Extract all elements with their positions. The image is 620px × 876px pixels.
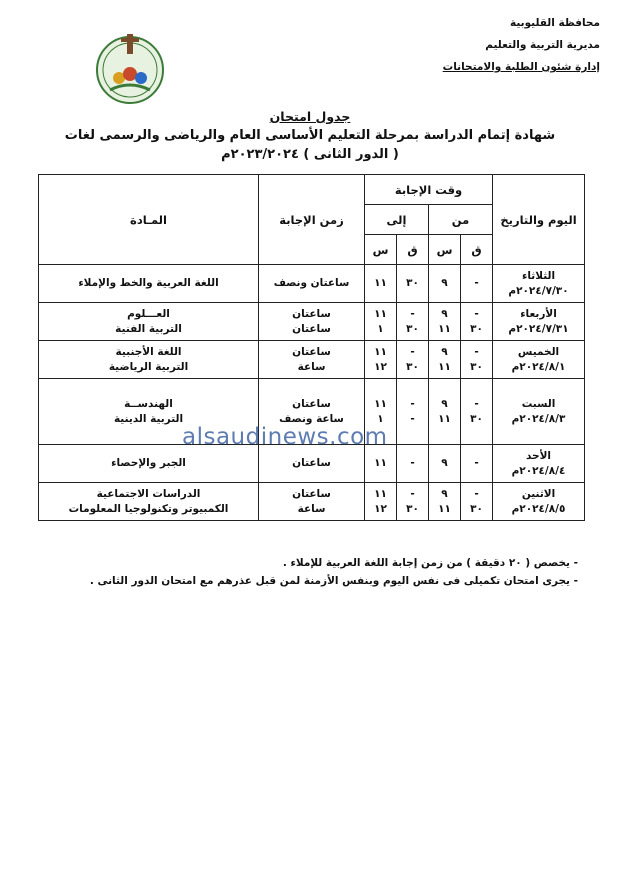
day-date-cell	[493, 341, 585, 379]
duration-cell	[259, 445, 365, 483]
from-minute-cell-line: -	[474, 457, 479, 469]
to-hour-cell-line: ١١	[374, 457, 387, 469]
to-minute-cell-line: ٣٠	[406, 360, 419, 373]
to-minute-cell-line: ٣٠	[406, 277, 419, 289]
from-hour-cell-line: ٩	[441, 397, 448, 410]
day-date-cell	[493, 303, 585, 341]
to-minute-cell-line: -	[410, 345, 415, 358]
note-dictation: - يخصص ( ٢٠ دقيقة ) من زمن إجابة اللغة العربية للإملاء .	[282, 557, 578, 569]
subject-cell	[39, 341, 259, 379]
day-date-cell	[493, 445, 585, 483]
from-minute-cell	[461, 341, 493, 379]
to-minute-cell	[397, 265, 429, 303]
from-hour-cell-line: ٩	[441, 277, 448, 289]
from-hour-cell	[429, 341, 461, 379]
from-hour-cell	[429, 483, 461, 521]
table-row	[39, 379, 585, 445]
notes-block	[38, 554, 578, 590]
duration-cell-line: ساعتان	[292, 307, 331, 320]
header-to: إلى	[365, 205, 429, 235]
duration-cell-line: ساعتان	[292, 487, 331, 500]
from-minute-cell-line: -	[474, 345, 479, 358]
day-label: الأربعاء	[520, 307, 557, 320]
duration-cell	[259, 379, 365, 445]
day-date-cell	[493, 265, 585, 303]
from-hour-cell-line: ٩	[441, 345, 448, 358]
day-date-cell	[493, 379, 585, 445]
to-hour-cell-line: ١١	[374, 277, 387, 289]
from-minute-cell-line: -	[474, 487, 479, 500]
subject-cell-line: اللغة الأجنبية	[115, 345, 182, 358]
to-hour-cell-line: ١١	[374, 307, 387, 320]
to-minute-cell	[397, 445, 429, 483]
subject-cell-line: التربية الفنية	[115, 322, 182, 335]
from-minute-cell-line: ٣٠	[470, 412, 483, 425]
to-minute-cell	[397, 303, 429, 341]
date-label: ٢٠٢٤/٨/١م	[511, 360, 566, 373]
from-hour-cell	[429, 379, 461, 445]
directorate-label: مديرية التربية والتعليم	[485, 39, 600, 51]
subject-cell	[39, 483, 259, 521]
header-to-minute: ق	[397, 235, 429, 265]
duration-cell-line: ساعتان ونصف	[273, 277, 350, 289]
to-hour-cell-line: ١٢	[374, 360, 387, 373]
subject-cell-line: اللغة العربية والخط والإملاء	[78, 277, 219, 289]
table-row	[39, 303, 585, 341]
to-minute-cell-line: ٣٠	[406, 322, 419, 335]
subject-cell	[39, 445, 259, 483]
from-minute-cell-line: ٣٠	[470, 360, 483, 373]
date-label: ٢٠٢٤/٧/٣١م	[508, 322, 569, 335]
header-block	[280, 12, 600, 78]
to-hour-cell	[365, 341, 397, 379]
duration-cell-line: ساعتان	[292, 322, 331, 335]
to-hour-cell-line: ١١	[374, 397, 387, 410]
day-label: الاثنين	[521, 487, 556, 500]
to-minute-cell	[397, 483, 429, 521]
to-hour-cell	[365, 379, 397, 445]
to-hour-cell	[365, 483, 397, 521]
exam-schedule-table	[38, 174, 585, 521]
from-hour-cell	[429, 265, 461, 303]
subject-cell-line: الجبر والإحصاء	[111, 457, 186, 469]
from-minute-cell-line: ٣٠	[470, 322, 483, 335]
duration-cell-line: ساعة ونصف	[279, 412, 344, 425]
to-hour-cell	[365, 445, 397, 483]
day-date-cell	[493, 483, 585, 521]
to-minute-cell-line: -	[410, 412, 415, 425]
from-minute-cell-line: -	[474, 277, 479, 289]
from-minute-cell-line: ٣٠	[470, 502, 483, 515]
from-minute-cell-line: -	[474, 307, 479, 320]
to-hour-cell	[365, 265, 397, 303]
department-label: إدارة شئون الطلبة والامتحانات	[442, 61, 600, 73]
governorate-label: محافظة القليوبية	[510, 17, 600, 29]
duration-cell	[259, 265, 365, 303]
from-minute-cell	[461, 265, 493, 303]
from-hour-cell-line: ١١	[438, 322, 451, 335]
to-hour-cell-line: ١١	[374, 345, 387, 358]
document-titles	[0, 108, 620, 164]
from-minute-cell-line: -	[474, 397, 479, 410]
header-from-hour: س	[429, 235, 461, 265]
to-minute-cell-line: -	[410, 397, 415, 410]
duration-cell-line: ساعتان	[292, 457, 331, 469]
note-supplementary: - يجرى امتحان تكميلى فى نفس اليوم وبنفس الأزمنة لمن قبل عذرهم مع امتحان الدور الثانى .	[89, 575, 578, 587]
date-label: ٢٠٢٤/٨/٥م	[511, 502, 566, 515]
to-minute-cell-line: -	[410, 457, 415, 469]
header-to-hour: س	[365, 235, 397, 265]
subject-cell-line: الهندســة	[124, 397, 173, 410]
to-hour-cell-line: ١١	[374, 487, 387, 500]
from-hour-cell	[429, 303, 461, 341]
duration-cell-line: ساعتان	[292, 345, 331, 358]
from-hour-cell-line: ١١	[438, 360, 451, 373]
subject-cell	[39, 303, 259, 341]
from-hour-cell-line: ٩	[441, 487, 448, 500]
from-minute-cell	[461, 379, 493, 445]
to-minute-cell-line: -	[410, 487, 415, 500]
from-hour-cell-line: ١١	[438, 502, 451, 515]
day-label: السبت	[521, 397, 556, 410]
header-day-date: اليوم والتاريخ	[493, 175, 585, 265]
table-row	[39, 265, 585, 303]
to-hour-cell-line: ١	[377, 412, 384, 425]
subject-cell-line: التربية الرياضية	[108, 360, 189, 373]
date-label: ٢٠٢٤/٨/٣م	[511, 412, 566, 425]
duration-cell	[259, 303, 365, 341]
subject-cell-line: التربية الدينية	[113, 412, 184, 425]
to-minute-cell-line: ٣٠	[406, 502, 419, 515]
from-hour-cell-line: ١١	[438, 412, 451, 425]
from-minute-cell	[461, 303, 493, 341]
certificate-title: شهادة إتمام الدراسة بمرحلة التعليم الأساسى العام والرياضى والرسمى لغات	[64, 128, 556, 143]
to-minute-cell-line: -	[410, 307, 415, 320]
from-minute-cell	[461, 483, 493, 521]
from-hour-cell-line: ٩	[441, 457, 448, 469]
from-minute-cell	[461, 445, 493, 483]
subject-cell	[39, 265, 259, 303]
table-row	[39, 341, 585, 379]
duration-cell-line: ساعتان	[292, 397, 331, 410]
to-minute-cell	[397, 341, 429, 379]
header-subject: المـادة	[39, 175, 259, 265]
to-minute-cell	[397, 379, 429, 445]
day-label: الأحد	[525, 449, 552, 462]
subject-cell	[39, 379, 259, 445]
header-from: من	[429, 205, 493, 235]
from-hour-cell	[429, 445, 461, 483]
site-watermark: alsaudinews.com	[182, 424, 388, 450]
to-hour-cell-line: ١٢	[374, 502, 387, 515]
header-from-minute: ق	[461, 235, 493, 265]
duration-cell-line: ساعة	[297, 502, 326, 515]
to-hour-cell-line: ١	[377, 322, 384, 335]
duration-cell-line: ساعة	[297, 360, 326, 373]
duration-cell	[259, 341, 365, 379]
header-duration: زمن الإجابة	[259, 175, 365, 265]
header-answer-time: وقت الإجابة	[365, 175, 493, 205]
round-title: ( الدور الثانى ) ٢٠٢٣/٢٠٢٤م	[221, 147, 399, 162]
subject-cell-line: العـــلوم	[127, 307, 170, 320]
schedule-title: جدول امتحان	[269, 109, 351, 124]
subject-cell-line: الكمبيوتر وتكنولوجيا المعلومات	[68, 502, 229, 515]
ministry-emblem-icon	[92, 30, 168, 106]
duration-cell	[259, 483, 365, 521]
day-label: الثلاثاء	[521, 269, 556, 282]
table-row	[39, 445, 585, 483]
date-label: ٢٠٢٤/٨/٤م	[511, 464, 566, 477]
to-hour-cell	[365, 303, 397, 341]
table-row	[39, 483, 585, 521]
subject-cell-line: الدراسات الاجتماعية	[96, 487, 201, 500]
date-label: ٢٠٢٤/٧/٣٠م	[508, 284, 569, 297]
day-label: الخميس	[517, 345, 560, 358]
from-hour-cell-line: ٩	[441, 307, 448, 320]
